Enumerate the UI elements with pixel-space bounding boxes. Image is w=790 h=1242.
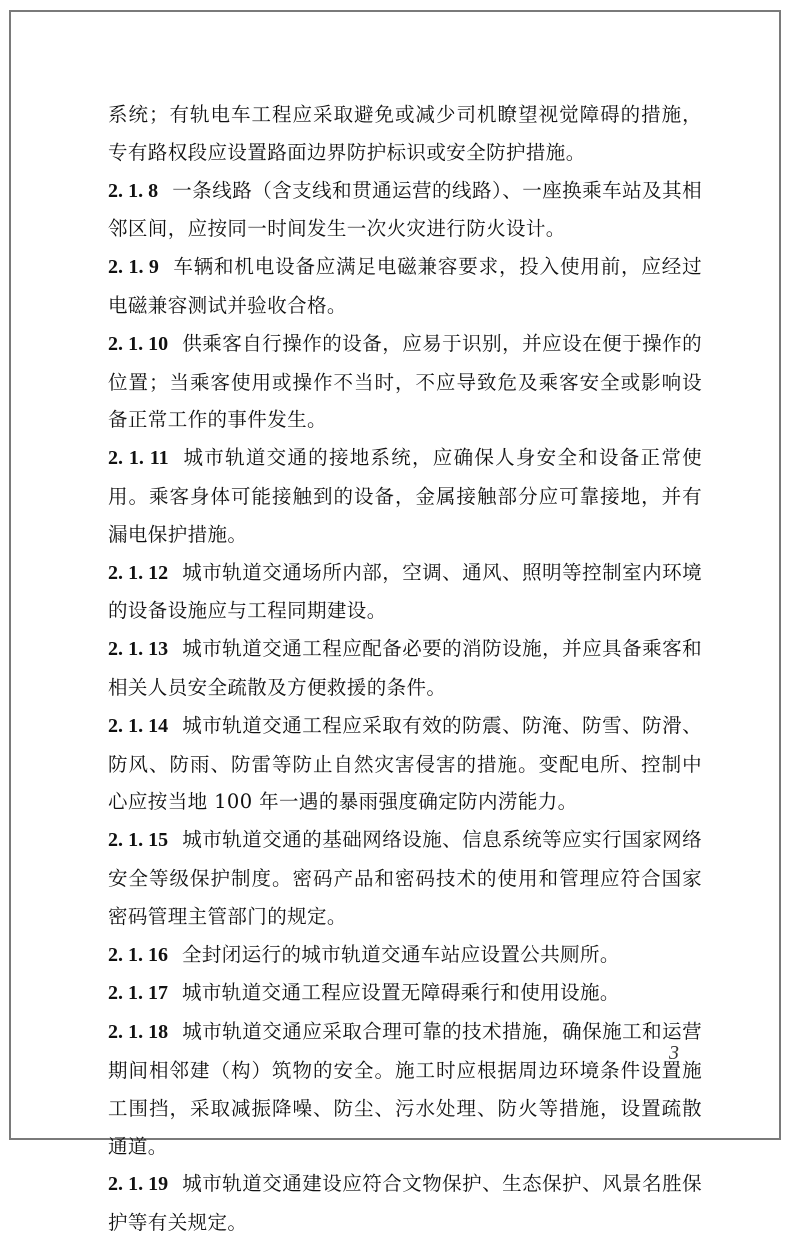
clause-text: 城市轨道交通工程应设置无障碍乘行和使用设施。 xyxy=(182,981,620,1005)
clause-number: 2. 1. 19 xyxy=(108,1173,169,1196)
clause-text: 城市轨道交通工程应采取有效的防震、防淹、防雪、防滑、防风、防雨、防雷等防止自然灾害侵害的措施。变配电所、控制中心应按当地 100 年一遇的暴雨强度确定防内涝能力。 xyxy=(108,713,702,814)
clause-number: 2. 1. 9 xyxy=(108,256,159,279)
page-frame xyxy=(9,10,781,1235)
clause-text: 车辆和机电设备应满足电磁兼容要求，投入使用前，应经过电磁兼容测试并验收合格。 xyxy=(108,255,703,317)
clause-text: 城市轨道交通应采取合理可靠的技术措施，确保施工和运营期间相邻建（构）筑物的安全。施工时应根据周边环境条件设置施工围挡，采取减振降噪、防尘、污水处理、防火等措施，设置疏散通道。 xyxy=(108,1020,702,1158)
clause-number: 2. 1. 16 xyxy=(108,943,168,966)
clause-number: 2. 1. 8 xyxy=(108,179,159,202)
clause-number: 2. 1. 17 xyxy=(108,982,168,1005)
page-number: 3 xyxy=(669,1042,679,1064)
clause-continuation xyxy=(108,96,702,172)
clause-text: 城市轨道交通工程应配备必要的消防设施，并应具备乘客和相关人员安全疏散及方便救援的条件。 xyxy=(108,637,702,699)
clause-2-1-17 xyxy=(108,974,702,1013)
clause-text: 供乘客自行操作的设备，应易于识别，并应设在便于操作的位置；当乘客使用或操作不当时，不应导致危及乘客安全或影响设备正常工作的事件发生。 xyxy=(108,331,702,432)
clause-2-1-16 xyxy=(108,936,702,975)
clause-number: 2. 1. 14 xyxy=(108,714,169,737)
clause-2-1-11 xyxy=(108,439,702,553)
clause-2-1-18 xyxy=(108,1013,702,1165)
clause-text: 城市轨道交通的接地系统，应确保人身安全和设备正常使用。乘客身体可能接触到的设备，金属接触部分应可靠接地，并有漏电保护措施。 xyxy=(108,446,702,546)
clause-2-1-15 xyxy=(108,821,702,935)
clause-text: 系统；有轨电车工程应采取避免或减少司机瞭望视觉障碍的措施，专有路权段应设置路面边界防护标识或安全防护措施。 xyxy=(108,103,702,164)
clause-number: 2. 1. 12 xyxy=(108,561,169,584)
clause-2-1-12 xyxy=(108,554,702,631)
clause-number: 2. 1. 11 xyxy=(108,447,169,470)
clause-2-1-9 xyxy=(108,248,702,325)
clause-2-1-19 xyxy=(108,1165,702,1242)
clause-text: 城市轨道交通场所内部，空调、通风、照明等控制室内环境的设备设施应与工程同期建设。 xyxy=(108,560,702,623)
clause-2-1-10 xyxy=(108,325,702,439)
clause-2-1-13 xyxy=(108,630,702,707)
clause-number: 2. 1. 15 xyxy=(108,829,169,852)
document-body xyxy=(108,96,702,1242)
clause-2-1-14 xyxy=(108,707,702,821)
clause-2-1-8 xyxy=(108,172,702,249)
clause-text: 一条线路（含支线和贯通运营的线路）、一座换乘车站及其相邻区间，应按同一时间发生一次火灾进行防火设计。 xyxy=(108,178,702,241)
clause-text: 城市轨道交通的基础网络设施、信息系统等应实行国家网络安全等级保护制度。密码产品和密码技术的使用和管理应符合国家密码管理主管部门的规定。 xyxy=(108,828,702,928)
clause-text: 城市轨道交通建设应符合文物保护、生态保护、风景名胜保护等有关规定。 xyxy=(108,1172,702,1235)
clause-number: 2. 1. 18 xyxy=(108,1021,169,1044)
clause-text: 全封闭运行的城市轨道交通车站应设置公共厕所。 xyxy=(182,942,620,966)
clause-number: 2. 1. 10 xyxy=(108,332,169,355)
clause-number: 2. 1. 13 xyxy=(108,638,169,661)
